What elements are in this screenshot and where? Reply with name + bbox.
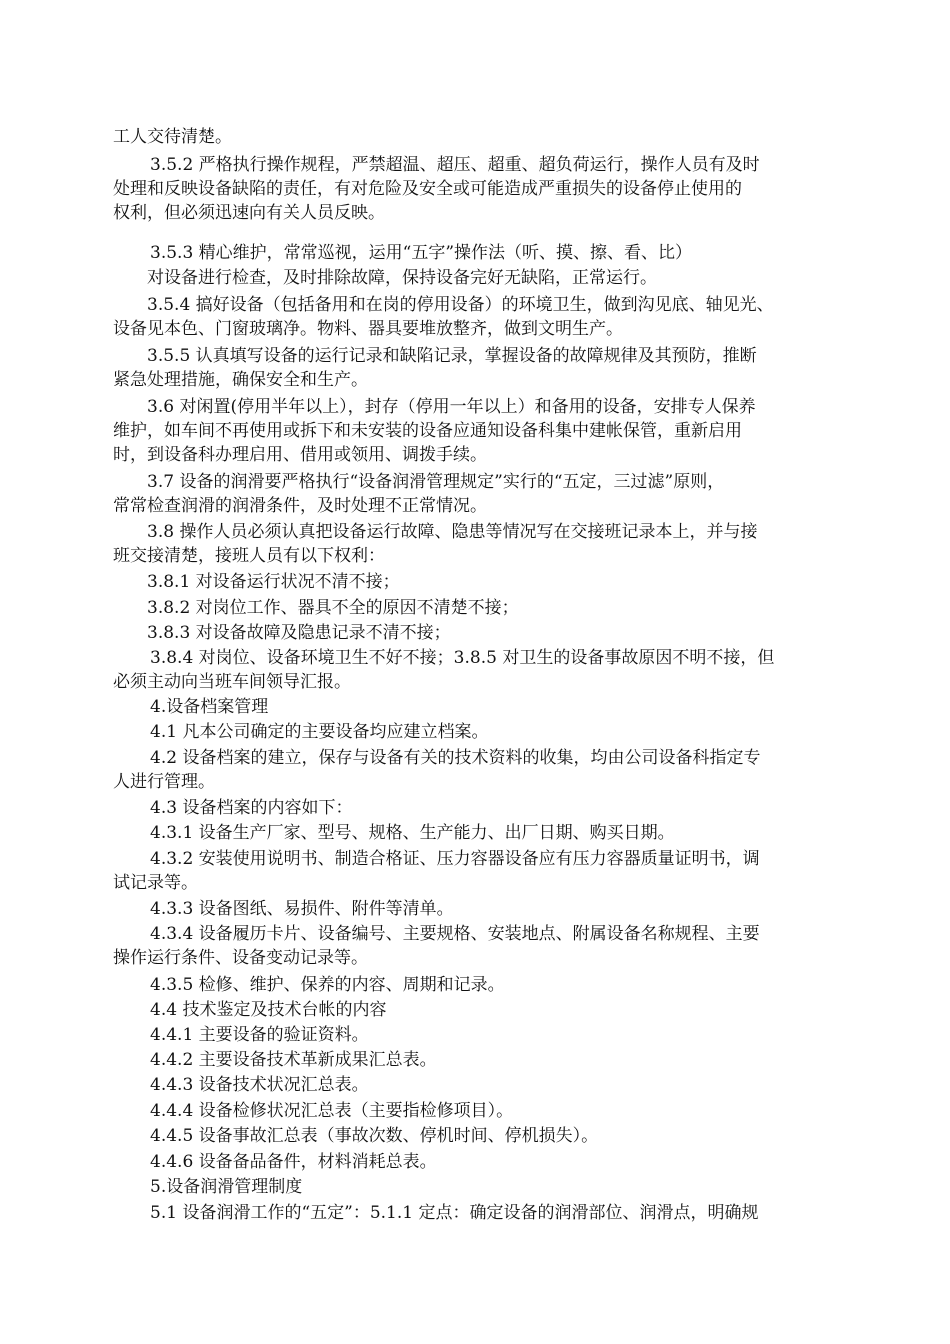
- text-line: 4.4.3 设备技术状况汇总表。: [150, 1075, 369, 1095]
- text-line: 4.3.2 安装使用说明书、制造合格证、压力容器设备应有压力容器质量证明书，调: [150, 849, 760, 869]
- text-line: 3.7 设备的润滑要严格执行“设备润滑管理规定”实行的“五定，三过滤”原则，: [147, 472, 725, 492]
- text-line: 3.8.4 对岗位、设备环境卫生不好不接；3.8.5 对卫生的设备事故原因不明不接，但: [150, 648, 775, 668]
- text-line: 4.4.5 设备事故汇总表（事故次数、停机时间、停机损失）。: [150, 1126, 599, 1146]
- text-line: 试记录等。: [113, 873, 198, 893]
- text-line: 3.5.2 严格执行操作规程，严禁超温、超压、超重、超负荷运行，操作人员有及时: [150, 155, 760, 175]
- text-line: 4.3.4 设备履历卡片、设备编号、主要规格、安装地点、附属设备名称规程、主要: [150, 924, 760, 944]
- text-line: 3.8 操作人员必须认真把设备运行故障、隐患等情况写在交接班记录本上，并与接: [147, 522, 758, 542]
- text-line: 权利，但必须迅速向有关人员反映。: [113, 203, 385, 223]
- text-line: 紧急处理措施，确保安全和生产。: [113, 370, 368, 390]
- text-line: 4.4.2 主要设备技术革新成果汇总表。: [150, 1050, 437, 1070]
- text-line: 4.3 设备档案的内容如下：: [150, 798, 353, 818]
- text-line: 必须主动向当班车间领导汇报。: [113, 672, 351, 692]
- text-line: 时，到设备科办理启用、借用或领用、调拨手续。: [113, 445, 487, 465]
- text-line: 维护，如车间不再使用或拆下和未安装的设备应通知设备科集中建帐保管，重新启用: [113, 421, 742, 441]
- text-line: 人进行管理。: [113, 772, 215, 792]
- text-line: 5.1 设备润滑工作的“五定”：5.1.1 定点：确定设备的润滑部位、润滑点，明确规: [150, 1203, 759, 1223]
- text-line: 3.5.4 搞好设备（包括备用和在岗的停用设备）的环境卫生，做到沟见底、轴见光、: [147, 295, 774, 315]
- text-line: 3.5.5 认真填写设备的运行记录和缺陷记录，掌握设备的故障规律及其预防，推断: [147, 346, 757, 366]
- text-line: 4.3.5 检修、维护、保养的内容、周期和记录。: [150, 975, 505, 995]
- text-line: 4.设备档案管理: [150, 697, 269, 717]
- text-line: 4.4 技术鉴定及技术台帐的内容: [150, 1000, 387, 1020]
- text-line: 3.5.3 精心维护，常常巡视，运用“五字”操作法（听、摸、擦、看、比）: [150, 243, 693, 263]
- text-line: 4.3.1 设备生产厂家、型号、规格、生产能力、出厂日期、购买日期。: [150, 823, 675, 843]
- text-line: 班交接清楚，接班人员有以下权利：: [113, 546, 385, 566]
- text-line: 5.设备润滑管理制度: [150, 1177, 303, 1197]
- text-line: 处理和反映设备缺陷的责任，有对危险及安全或可能造成严重损失的设备停止使用的: [113, 179, 742, 199]
- text-line: 4.4.6 设备备品备件，材料消耗总表。: [150, 1152, 437, 1172]
- text-line: 设备见本色、门窗玻璃净。物料、器具要堆放整齐，做到文明生产。: [113, 319, 623, 339]
- text-line: 4.4.1 主要设备的验证资料。: [150, 1025, 369, 1045]
- text-line: 3.8.3 对设备故障及隐患记录不清不接；: [147, 623, 451, 643]
- text-line: 4.2 设备档案的建立，保存与设备有关的技术资料的收集，均由公司设备科指定专: [150, 748, 761, 768]
- text-line: 常常检查润滑的润滑条件，及时处理不正常情况。: [113, 496, 487, 516]
- text-line: 4.1 凡本公司确定的主要设备均应建立档案。: [150, 722, 489, 742]
- text-line: 3.8.2 对岗位工作、器具不全的原因不清楚不接；: [147, 598, 519, 618]
- text-line: 4.3.3 设备图纸、易损件、附件等清单。: [150, 899, 454, 919]
- text-line: 3.8.1 对设备运行状况不清不接；: [147, 572, 400, 592]
- text-line: 工人交待清楚。: [113, 127, 232, 147]
- text-line: 操作运行条件、设备变动记录等。: [113, 948, 368, 968]
- text-line: 对设备进行检查，及时排除故障，保持设备完好无缺陷，正常运行。: [147, 268, 657, 288]
- text-line: 4.4.4 设备检修状况汇总表（主要指检修项目）。: [150, 1101, 514, 1121]
- text-line: 3.6 对闲置(停用半年以上），封存（停用一年以上）和备用的设备，安排专人保养: [147, 397, 756, 417]
